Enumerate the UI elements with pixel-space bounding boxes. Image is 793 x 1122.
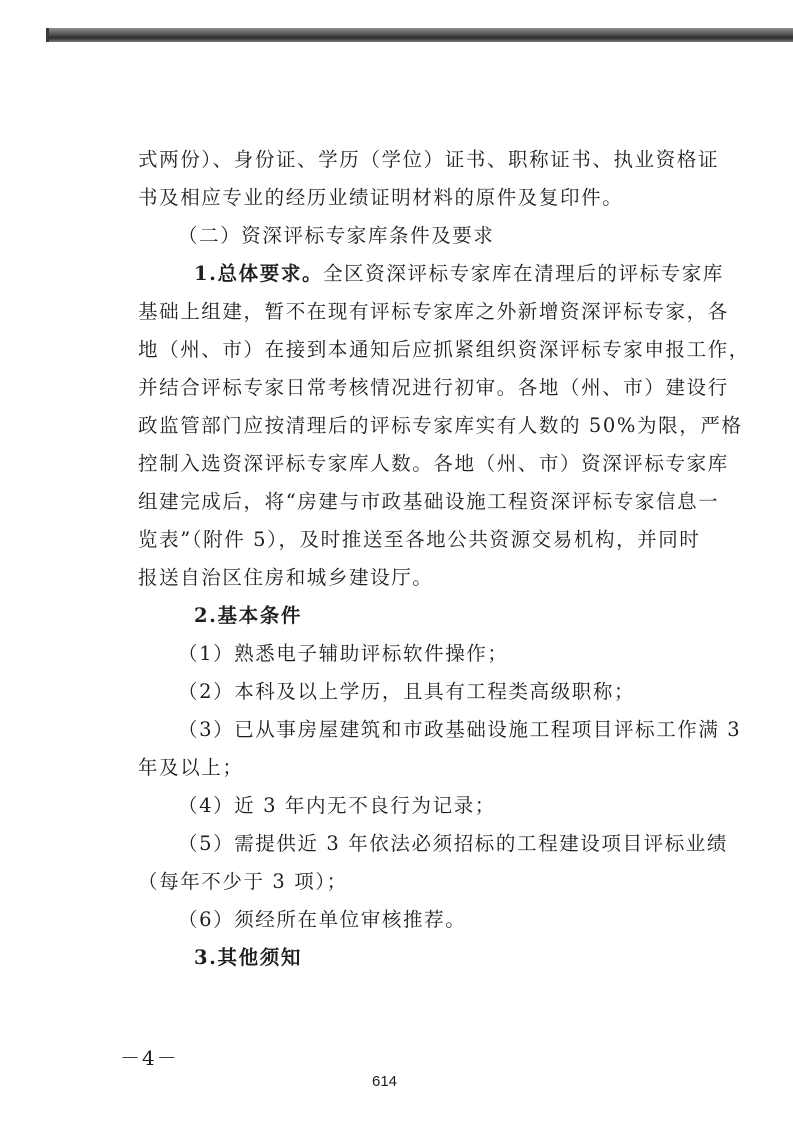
paragraph-line: 报送自治区住房和城乡建设厅。 xyxy=(138,566,434,589)
list-item: （6）须经所在单位审核推荐。 xyxy=(178,908,467,931)
list-item: （5）需提供近 3 年依法必须招标的工程建设项目评标业绩 xyxy=(178,832,729,855)
scan-border xyxy=(46,28,793,42)
paragraph-line: 基础上组建，暂不在现有评标专家库之外新增资深评标专家，各 xyxy=(138,300,729,323)
paragraph-line: 控制入选资深评标专家库人数。各地（州、市）资深评标专家库 xyxy=(138,452,729,475)
section-heading: （二）资深评标专家库条件及要求 xyxy=(178,224,495,247)
list-item: （3）已从事房屋建筑和市政基础设施工程项目评标工作满 3 xyxy=(178,718,742,741)
list-item: （1）熟悉电子辅助评标软件操作； xyxy=(178,642,509,665)
paragraph-line: 并结合评标专家日常考核情况进行初审。各地（州、市）建设行 xyxy=(138,376,729,399)
paragraph-line: 书及相应专业的经历业绩证明材料的原件及复印件。 xyxy=(138,186,624,209)
paragraph-line: 政监管部门应按清理后的评标专家库实有人数的 50%为限，严格 xyxy=(138,414,743,437)
scan-border-corner xyxy=(46,28,49,42)
paragraph-line: 组建完成后，将“房建与市政基础设施工程资深评标专家信息一 xyxy=(138,490,720,513)
paragraph-line: 式两份）、身份证、学历（学位）证书、职称证书、执业资格证 xyxy=(138,148,720,171)
list-item-continuation: （每年不少于 3 项）； xyxy=(138,870,348,893)
subsection-title: 1.总体要求。 xyxy=(194,262,324,285)
paragraph-line: 地（州、市）在接到本通知后应抓紧组织资深评标专家申报工作， xyxy=(138,338,750,361)
subsection-title: 2.基本条件 xyxy=(194,604,302,627)
paragraph-line xyxy=(194,262,724,286)
footer-number: 614 xyxy=(372,1073,398,1090)
subsection-title: 3.其他须知 xyxy=(194,946,302,969)
list-item: （2）本科及以上学历，且具有工程类高级职称； xyxy=(178,680,636,703)
list-item-continuation: 年及以上； xyxy=(138,756,244,779)
paragraph-text: 全区资深评标专家库在清理后的评标专家库 xyxy=(323,262,724,285)
paragraph-line: 览表”（附件 5），及时推送至各地公共资源交易机构，并同时 xyxy=(138,528,701,551)
page-number: －4－ xyxy=(120,1046,179,1070)
list-item: （4）近 3 年内无不良行为记录； xyxy=(178,794,496,817)
